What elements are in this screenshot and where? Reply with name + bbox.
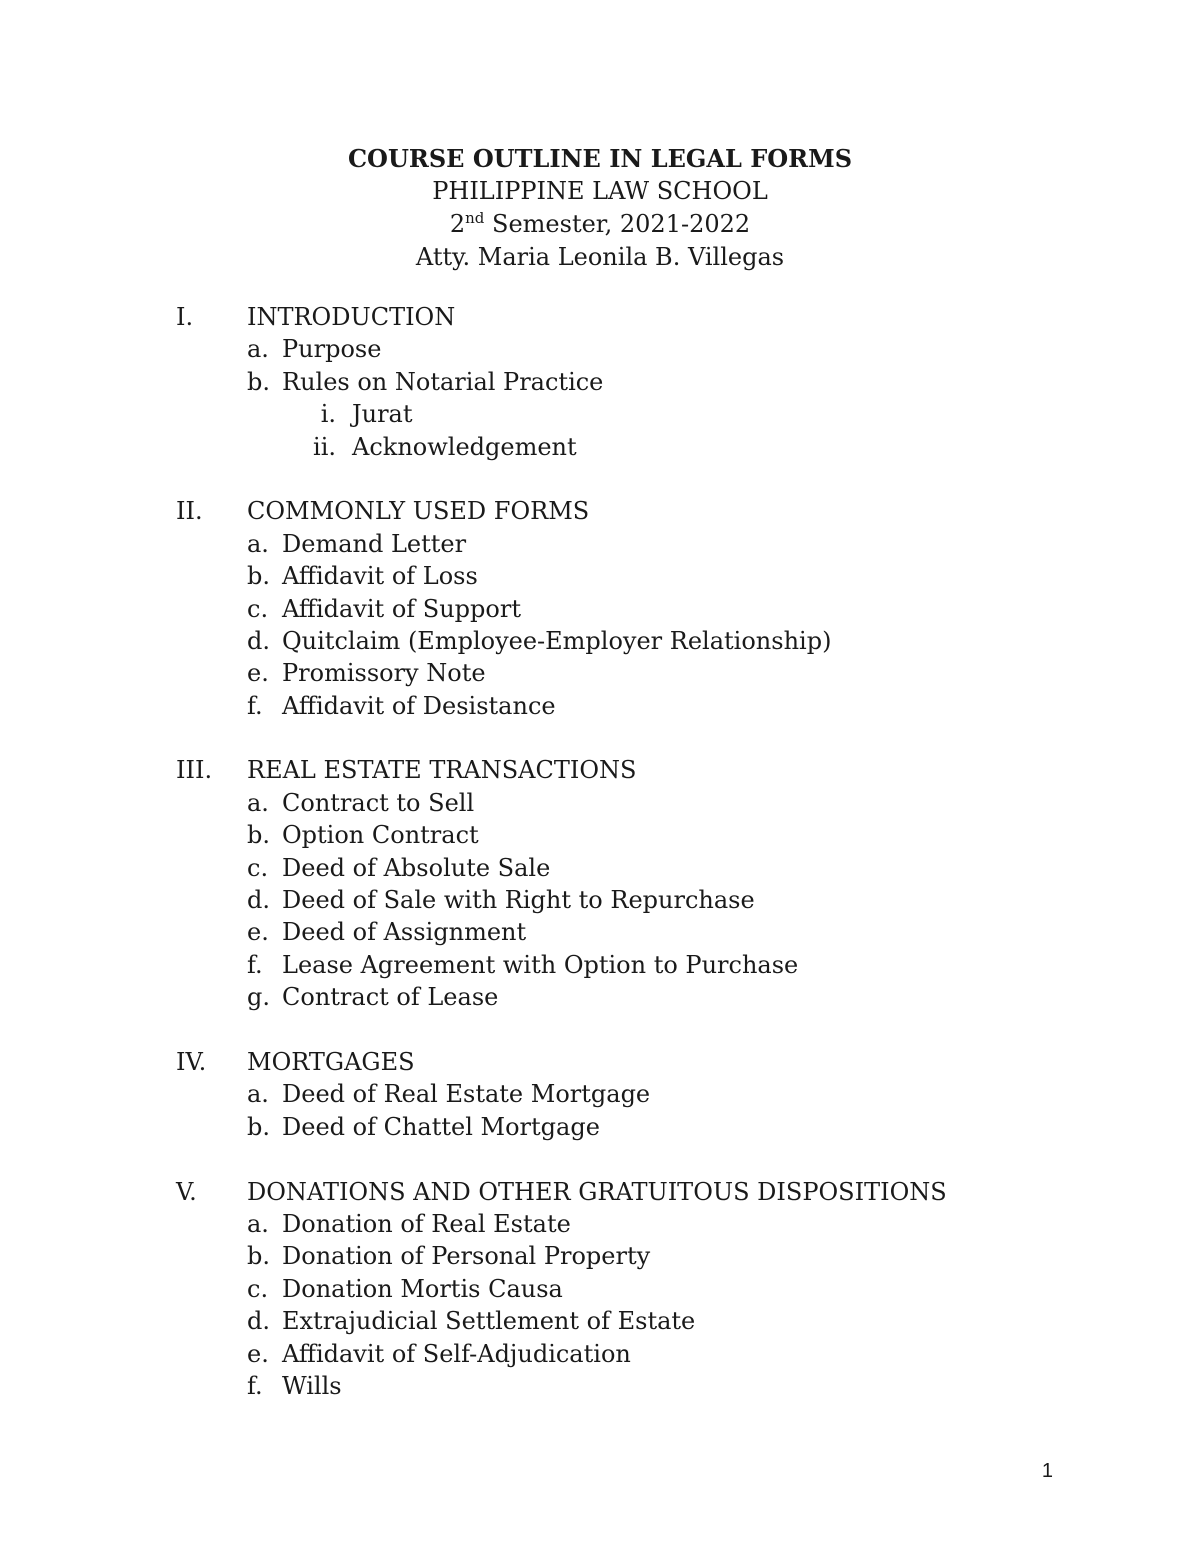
list-item [0, 366, 1200, 398]
item-letter: e. [247, 1339, 269, 1368]
list-item [0, 981, 1200, 1013]
sub-list-item [0, 398, 1200, 430]
list-item [0, 1240, 1200, 1272]
list-item [0, 1370, 1200, 1402]
item-text: Contract to Sell [282, 788, 475, 817]
item-letter: b. [247, 1112, 270, 1141]
item-text: Rules on Notarial Practice [282, 367, 604, 396]
item-text: Wills [282, 1371, 342, 1400]
subitem-text: Jurat [352, 400, 413, 429]
item-letter: f. [247, 691, 263, 720]
list-item [0, 625, 1200, 657]
item-text: Donation of Personal Property [282, 1242, 651, 1271]
subitem-numeral: ii. [313, 432, 336, 461]
list-item [0, 1078, 1200, 1110]
item-text: Affidavit of Loss [282, 562, 478, 591]
list-item [0, 690, 1200, 722]
item-text: Donation Mortis Causa [282, 1274, 563, 1303]
item-letter: e. [247, 918, 269, 947]
document-header [0, 142, 1200, 274]
item-letter: a. [247, 335, 269, 364]
item-letter: d. [247, 886, 270, 915]
item-text: Deed of Sale with Right to Repurchase [282, 886, 755, 915]
list-item [0, 1208, 1200, 1240]
item-letter: b. [247, 562, 270, 591]
item-letter: g. [247, 983, 270, 1012]
section-real-estate-transactions [0, 754, 1200, 1013]
list-item [0, 333, 1200, 365]
section-introduction [0, 301, 1200, 463]
item-letter: b. [247, 1242, 270, 1271]
section-commonly-used-forms [0, 495, 1200, 722]
list-item [0, 787, 1200, 819]
item-letter: a. [247, 529, 269, 558]
list-item [0, 819, 1200, 851]
section-heading [0, 1176, 1200, 1208]
item-text: Contract of Lease [282, 983, 499, 1012]
section-number: I. [176, 303, 194, 331]
section-title: REAL ESTATE TRANSACTIONS [247, 756, 637, 785]
section-donations [0, 1176, 1200, 1403]
item-letter: c. [247, 594, 269, 623]
item-letter: f. [247, 950, 263, 979]
item-letter: f. [247, 1371, 263, 1400]
section-title: DONATIONS AND OTHER GRATUITOUS DISPOSITIONS [247, 1177, 947, 1206]
section-number: III. [176, 756, 213, 785]
section-title: INTRODUCTION [247, 303, 456, 331]
section-number: IV. [176, 1047, 207, 1076]
instructor-name: Atty. Maria Leonila B. Villegas [415, 243, 785, 271]
list-item [0, 1111, 1200, 1143]
list-item [0, 949, 1200, 981]
item-text: Promissory Note [282, 659, 486, 688]
semester-suffix: nd [465, 209, 485, 227]
document-title: COURSE OUTLINE IN LEGAL FORMS [347, 144, 853, 173]
section-title: MORTGAGES [247, 1047, 415, 1076]
list-item [0, 852, 1200, 884]
item-letter: a. [247, 1209, 269, 1238]
section-number: II. [176, 497, 203, 526]
course-outline [0, 301, 1200, 1435]
item-letter: b. [247, 367, 270, 396]
item-text: Donation of Real Estate [282, 1209, 571, 1238]
section-title: COMMONLY USED FORMS [247, 497, 590, 526]
item-text: Option Contract [282, 821, 479, 850]
item-text: Demand Letter [282, 529, 467, 558]
item-text: Quitclaim (Employee-Employer Relationship) [282, 626, 832, 655]
page-number: 1 [1041, 1460, 1053, 1482]
item-text: Deed of Chattel Mortgage [282, 1112, 600, 1141]
list-item [0, 528, 1200, 560]
list-item [0, 1305, 1200, 1337]
sub-list-item [0, 431, 1200, 463]
section-heading [0, 1046, 1200, 1078]
item-text: Lease Agreement with Option to Purchase [282, 950, 799, 979]
item-text: Affidavit of Desistance [282, 691, 556, 720]
list-item [0, 1338, 1200, 1370]
section-mortgages [0, 1046, 1200, 1143]
item-letter: d. [247, 1307, 270, 1336]
item-text: Affidavit of Self-Adjudication [282, 1339, 631, 1368]
section-heading [0, 301, 1200, 333]
section-number: V. [176, 1177, 197, 1206]
item-text: Purpose [282, 335, 382, 364]
semester-rest: Semester, 2021-2022 [484, 210, 751, 238]
semester-ordinal: 2 [449, 210, 466, 238]
item-letter: c. [247, 853, 269, 882]
item-letter: b. [247, 821, 270, 850]
semester-line [0, 208, 1200, 241]
item-letter: c. [247, 1274, 269, 1303]
list-item [0, 884, 1200, 916]
subitem-numeral: i. [320, 400, 336, 429]
item-text: Deed of Real Estate Mortgage [282, 1080, 651, 1109]
item-letter: a. [247, 1080, 269, 1109]
item-letter: d. [247, 626, 270, 655]
list-item [0, 560, 1200, 592]
list-item [0, 1273, 1200, 1305]
list-item [0, 657, 1200, 689]
section-heading [0, 495, 1200, 527]
item-text: Affidavit of Support [282, 594, 521, 623]
item-text: Deed of Absolute Sale [282, 853, 551, 882]
list-item [0, 916, 1200, 948]
item-text: Deed of Assignment [282, 918, 527, 947]
item-letter: a. [247, 788, 269, 817]
item-text: Extrajudicial Settlement of Estate [282, 1307, 696, 1336]
subitem-text: Acknowledgement [352, 432, 577, 461]
school-name: PHILIPPINE LAW SCHOOL [432, 177, 768, 205]
section-heading [0, 754, 1200, 786]
list-item [0, 593, 1200, 625]
item-letter: e. [247, 659, 269, 688]
